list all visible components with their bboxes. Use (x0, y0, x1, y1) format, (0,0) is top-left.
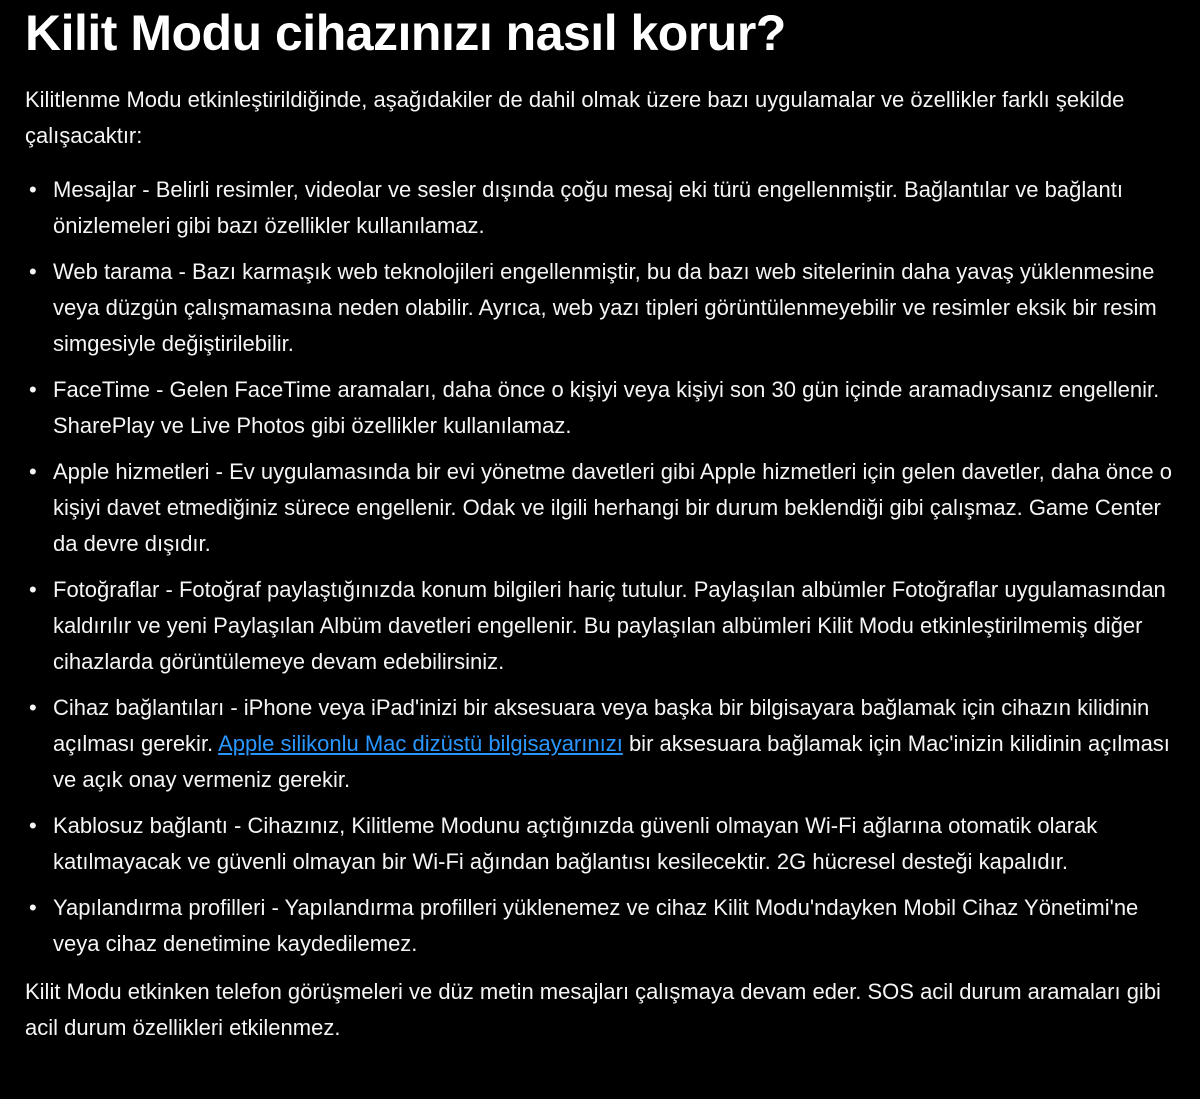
list-item-cihaz-baglantilari (25, 690, 1182, 798)
bullet-dot-icon: • (29, 459, 37, 484)
feature-list (25, 172, 1182, 962)
list-item-text: - Belirli resimler, videolar ve sesler dışında çoğu mesaj eki türü engellenmiştir. Bağlantılar ve bağlantı önizlemeleri gibi bazı özellikler kullanılamaz. (53, 177, 1123, 238)
intro-paragraph: Kilitlenme Modu etkinleştirildiğinde, aşağıdakiler de dahil olmak üzere bazı uygulamalar ve özellikler farklı şekilde çalışacaktır: (25, 87, 1125, 148)
list-item-title: Kablosuz bağlantı (53, 813, 228, 838)
bullet-dot-icon: • (29, 259, 37, 284)
list-item-mesajlar (25, 172, 1182, 244)
list-item-facetime (25, 372, 1182, 444)
list-item-text: - Cihazınız, Kilitleme Modunu açtığınızda güvenli olmayan Wi-Fi ağlarına otomatik olarak katılmayacak ve güvenli olmayan bir Wi-Fi ağından bağlantısı kesilecektir. 2G hücresel desteği kapalıdır. (53, 813, 1098, 874)
list-item-web-tarama (25, 254, 1182, 362)
list-item-title: FaceTime (53, 377, 150, 402)
list-item-text: - iPhone veya iPad'inizi bir aksesuara veya başka bir bilgisayara bağlamak için cihazın kilidinin açılması gerekir. (53, 695, 1150, 756)
list-item-title: Yapılandırma profilleri (53, 895, 266, 920)
list-item-text: - Bazı karmaşık web teknolojileri engellenmiştir, bu da bazı web sitelerinin daha yavaş yüklenmesine veya düzgün çalışmamasına neden olabilir. Ayrıca, web yazı tipleri görüntülenmeyebilir ve resimler eksik bir resim simgesiyle değiştirilebilir. (53, 259, 1157, 356)
list-item-title: Cihaz bağlantıları (53, 695, 225, 720)
bullet-dot-icon: • (29, 577, 37, 602)
bullet-dot-icon: • (29, 377, 37, 402)
bullet-dot-icon: • (29, 695, 37, 720)
page-title: Kilit Modu cihazınızı nasıl korur? (25, 5, 786, 61)
list-item-kablosuz-baglanti (25, 808, 1182, 880)
list-item-title: Web tarama (53, 259, 173, 284)
apple-silicon-mac-link[interactable]: Apple silikonlu Mac dizüstü bilgisayarınızı (218, 731, 623, 756)
bullet-dot-icon: • (29, 177, 37, 202)
list-item-title: Fotoğraflar (53, 577, 160, 602)
bullet-dot-icon: • (29, 895, 37, 920)
outro-paragraph: Kilit Modu etkinken telefon görüşmeleri ve düz metin mesajları çalışmaya devam eder. SOS acil durum aramaları gibi acil durum özellikleri etkilenmez. (25, 979, 1161, 1040)
list-item-text: - Gelen FaceTime aramaları, daha önce o kişiyi veya kişiyi son 30 gün içinde aramadıysanız engellenir. SharePlay ve Live Photos gibi özellikler kullanılamaz. (53, 377, 1160, 438)
list-item-yapilandirma-profilleri (25, 890, 1182, 962)
list-item-fotograflar (25, 572, 1182, 680)
list-item-text: - Yapılandırma profilleri yüklenemez ve cihaz Kilit Modu'ndayken Mobil Cihaz Yönetimi'ne veya cihaz denetimine kaydedilemez. (53, 895, 1139, 956)
list-item-text: - Fotoğraf paylaştığınızda konum bilgileri hariç tutulur. Paylaşılan albümler Fotoğraflar uygulamasından kaldırılır ve yeni Paylaşılan Albüm davetleri engellenir. Bu paylaşılan albümleri Kilit Modu etkinleştirilmemiş diğer cihazlarda görüntülemeye devam edebilirsiniz. (53, 577, 1166, 674)
list-item-apple-hizmetleri (25, 454, 1182, 562)
bullet-dot-icon: • (29, 813, 37, 838)
list-item-text: bir aksesuara bağlamak için Mac'inizin kilidinin açılması ve açık onay vermeniz gerekir. (53, 731, 1170, 792)
list-item-title: Mesajlar (53, 177, 137, 202)
list-item-text: - Ev uygulamasında bir evi yönetme davetleri gibi Apple hizmetleri için gelen davetler, daha önce o kişiyi davet etmediğiniz sürece engellenir. Odak ve ilgili herhangi bir durum beklendiği gibi çalışmaz. Game Center da devre dışıdır. (53, 459, 1172, 556)
list-item-title: Apple hizmetleri (53, 459, 210, 484)
